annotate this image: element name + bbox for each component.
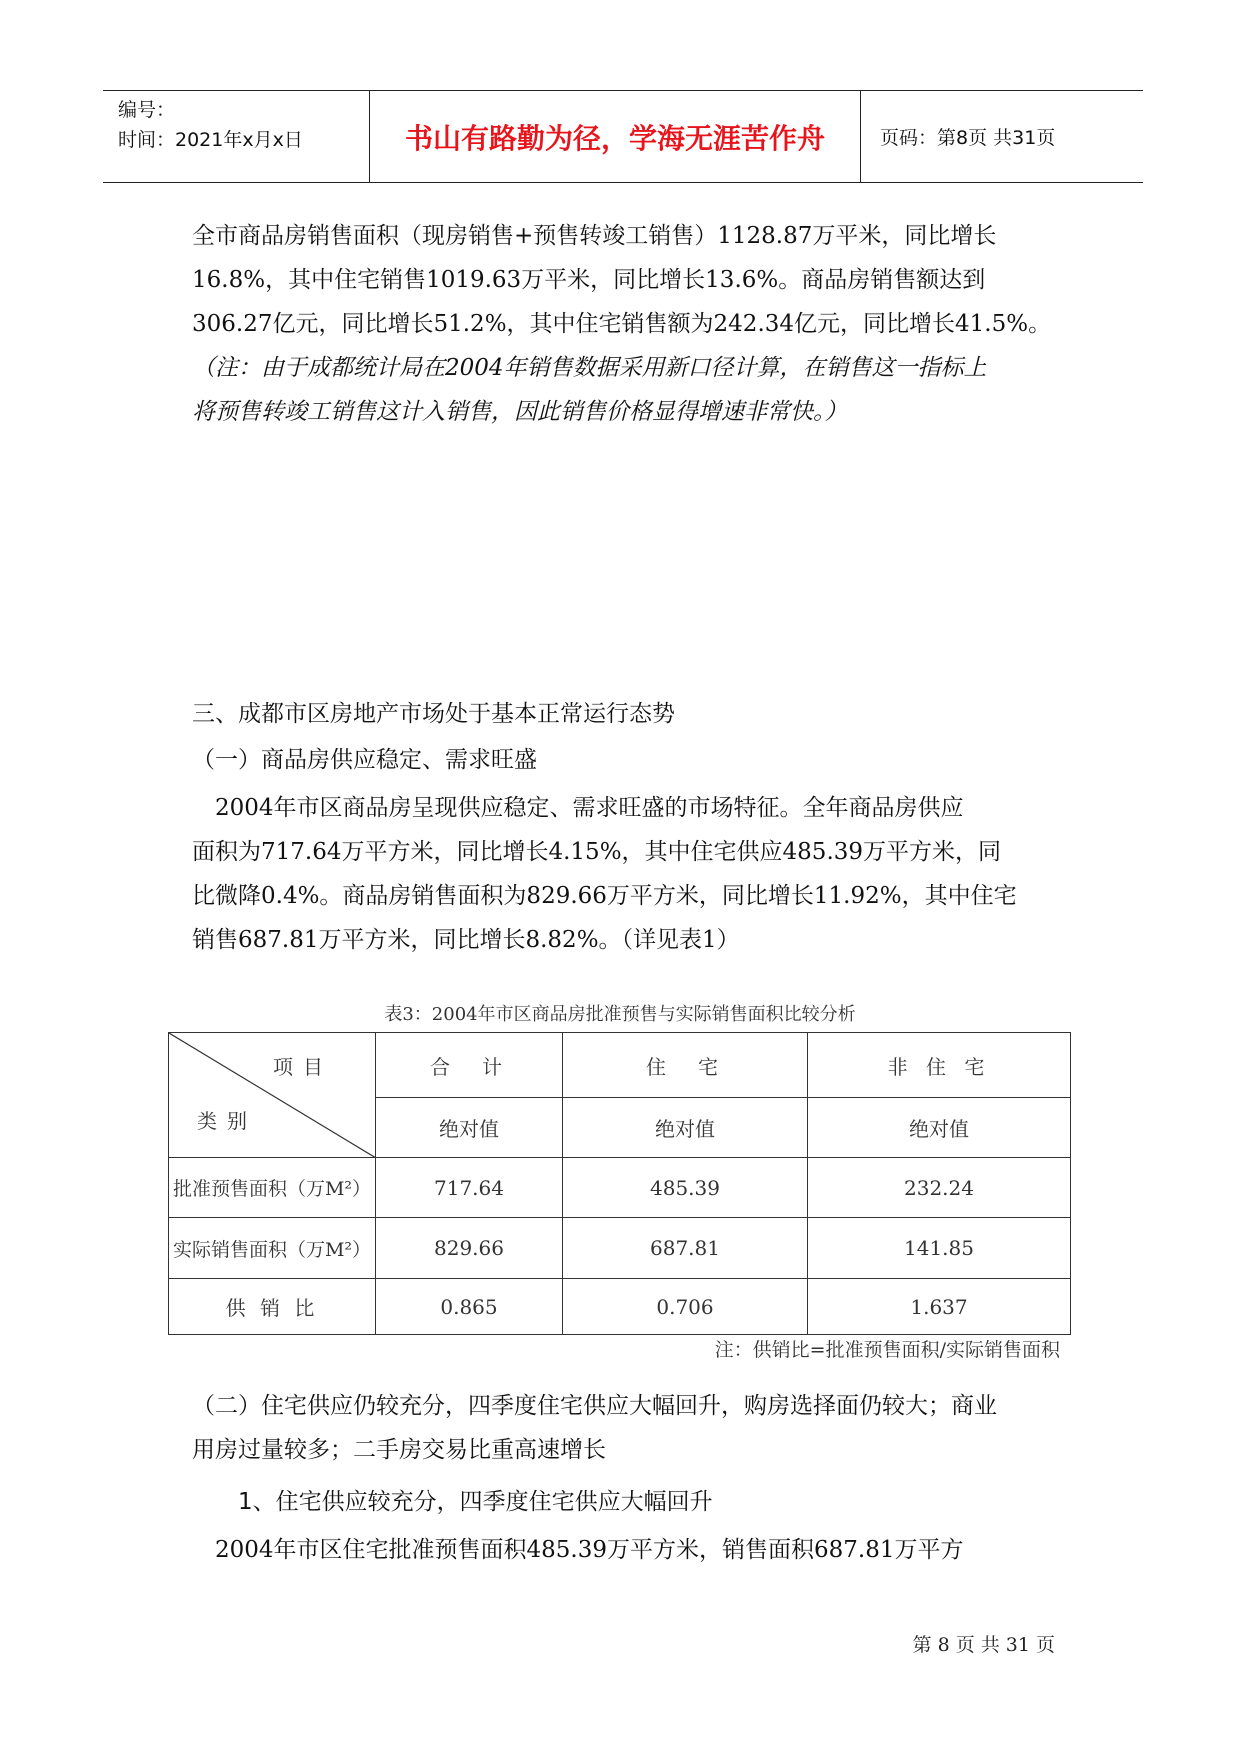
- table-cell: 829.66: [376, 1218, 563, 1279]
- note-line: 将预售转竣工销售这计入销售，因此销售价格显得增速非常快。）: [192, 399, 848, 425]
- table-cell: 141.85: [808, 1218, 1071, 1279]
- text-line: 销售687.81万平方米，同比增长8.82%。（详见表1）: [192, 927, 740, 953]
- table-row: [169, 1218, 1071, 1279]
- table-row: [169, 1279, 1071, 1335]
- text-line: 面积为717.64万平方米，同比增长4.15%，其中住宅供应485.39万平方米，同: [192, 839, 1002, 865]
- item-title: 1、住宅供应较充分，四季度住宅供应大幅回升: [238, 1489, 713, 1515]
- table-cell: 717.64: [376, 1158, 563, 1218]
- table-cell: 485.39: [563, 1158, 808, 1218]
- code-label: 编号：: [118, 99, 176, 121]
- sub-header: 绝对值: [563, 1098, 808, 1158]
- sub-header: 绝对值: [376, 1098, 563, 1158]
- row-label: 批准预售面积（万M²）: [169, 1158, 376, 1218]
- text-line: （二）住宅供应仍较充分，四季度住宅供应大幅回升，购房选择面仍较大；商业: [192, 1393, 997, 1419]
- table-cell: 0.706: [563, 1279, 808, 1335]
- text-line: 全市商品房销售面积（现房销售+预售转竣工销售）1128.87万平米，同比增长: [192, 223, 997, 249]
- text-line: 306.27亿元，同比增长51.2%，其中住宅销售额为242.34亿元，同比增长41.5%。: [192, 311, 1052, 337]
- header-divider: [860, 91, 861, 182]
- paragraph-sales: [192, 214, 1060, 434]
- diag-item-label: 项目: [273, 1055, 333, 1079]
- header-motto: 书山有路勤为径，学海无涯苦作舟: [404, 121, 825, 155]
- paragraph-residential: 2004年市区住宅批准预售面积485.39万平方米，销售面积687.81万平方: [192, 1537, 964, 1563]
- section-title: 三、成都市区房地产市场处于基本正常运行态势: [192, 701, 675, 727]
- sub-header: 绝对值: [808, 1098, 1071, 1158]
- table-cell: 232.24: [808, 1158, 1071, 1218]
- page-footer: 第 8 页 共 31 页: [912, 1634, 1055, 1656]
- table-cell: 0.865: [376, 1279, 563, 1335]
- diagonal-header-cell: [169, 1033, 376, 1158]
- comparison-table: [168, 1032, 1071, 1335]
- paragraph-supply: [192, 786, 1060, 962]
- subsection-title: （一）商品房供应稳定、需求旺盛: [192, 747, 537, 773]
- row-label: 实际销售面积（万M²）: [169, 1218, 376, 1279]
- text-line: 2004年市区商品房呈现供应稳定、需求旺盛的市场特征。全年商品房供应: [192, 795, 964, 821]
- header-page-label: 页码：第8页 共31页: [880, 127, 1056, 149]
- note-line: （注：由于成都统计局在2004年销售数据采用新口径计算，在销售这一指标上: [192, 355, 987, 381]
- header-meta: [118, 95, 363, 155]
- table-cell: 1.637: [808, 1279, 1071, 1335]
- diag-category-label: 类别: [197, 1109, 257, 1133]
- subsection-title: [192, 1384, 1060, 1472]
- text-line: 16.8%，其中住宅销售1019.63万平米，同比增长13.6%。商品房销售额达到: [192, 267, 986, 293]
- table-note: 注：供销比=批准预售面积/实际销售面积: [714, 1339, 1060, 1361]
- text-line: 用房过量较多；二手房交易比重高速增长: [192, 1437, 606, 1463]
- column-header: 住 宅: [563, 1033, 808, 1098]
- row-label: 供 销 比: [169, 1279, 376, 1335]
- text-line: 比微降0.4%。商品房销售面积为829.66万平方米，同比增长11.92%，其中住宅: [192, 883, 1017, 909]
- column-header: 合 计: [376, 1033, 563, 1098]
- table-row: [169, 1158, 1071, 1218]
- time-label: 时间：2021年x月x日: [118, 129, 303, 151]
- table-cell: 687.81: [563, 1218, 808, 1279]
- header-divider: [369, 91, 370, 182]
- page-header: [103, 90, 1143, 183]
- column-header: 非 住 宅: [808, 1033, 1071, 1098]
- table-caption: 表3：2004年市区商品房批准预售与实际销售面积比较分析: [384, 1004, 856, 1025]
